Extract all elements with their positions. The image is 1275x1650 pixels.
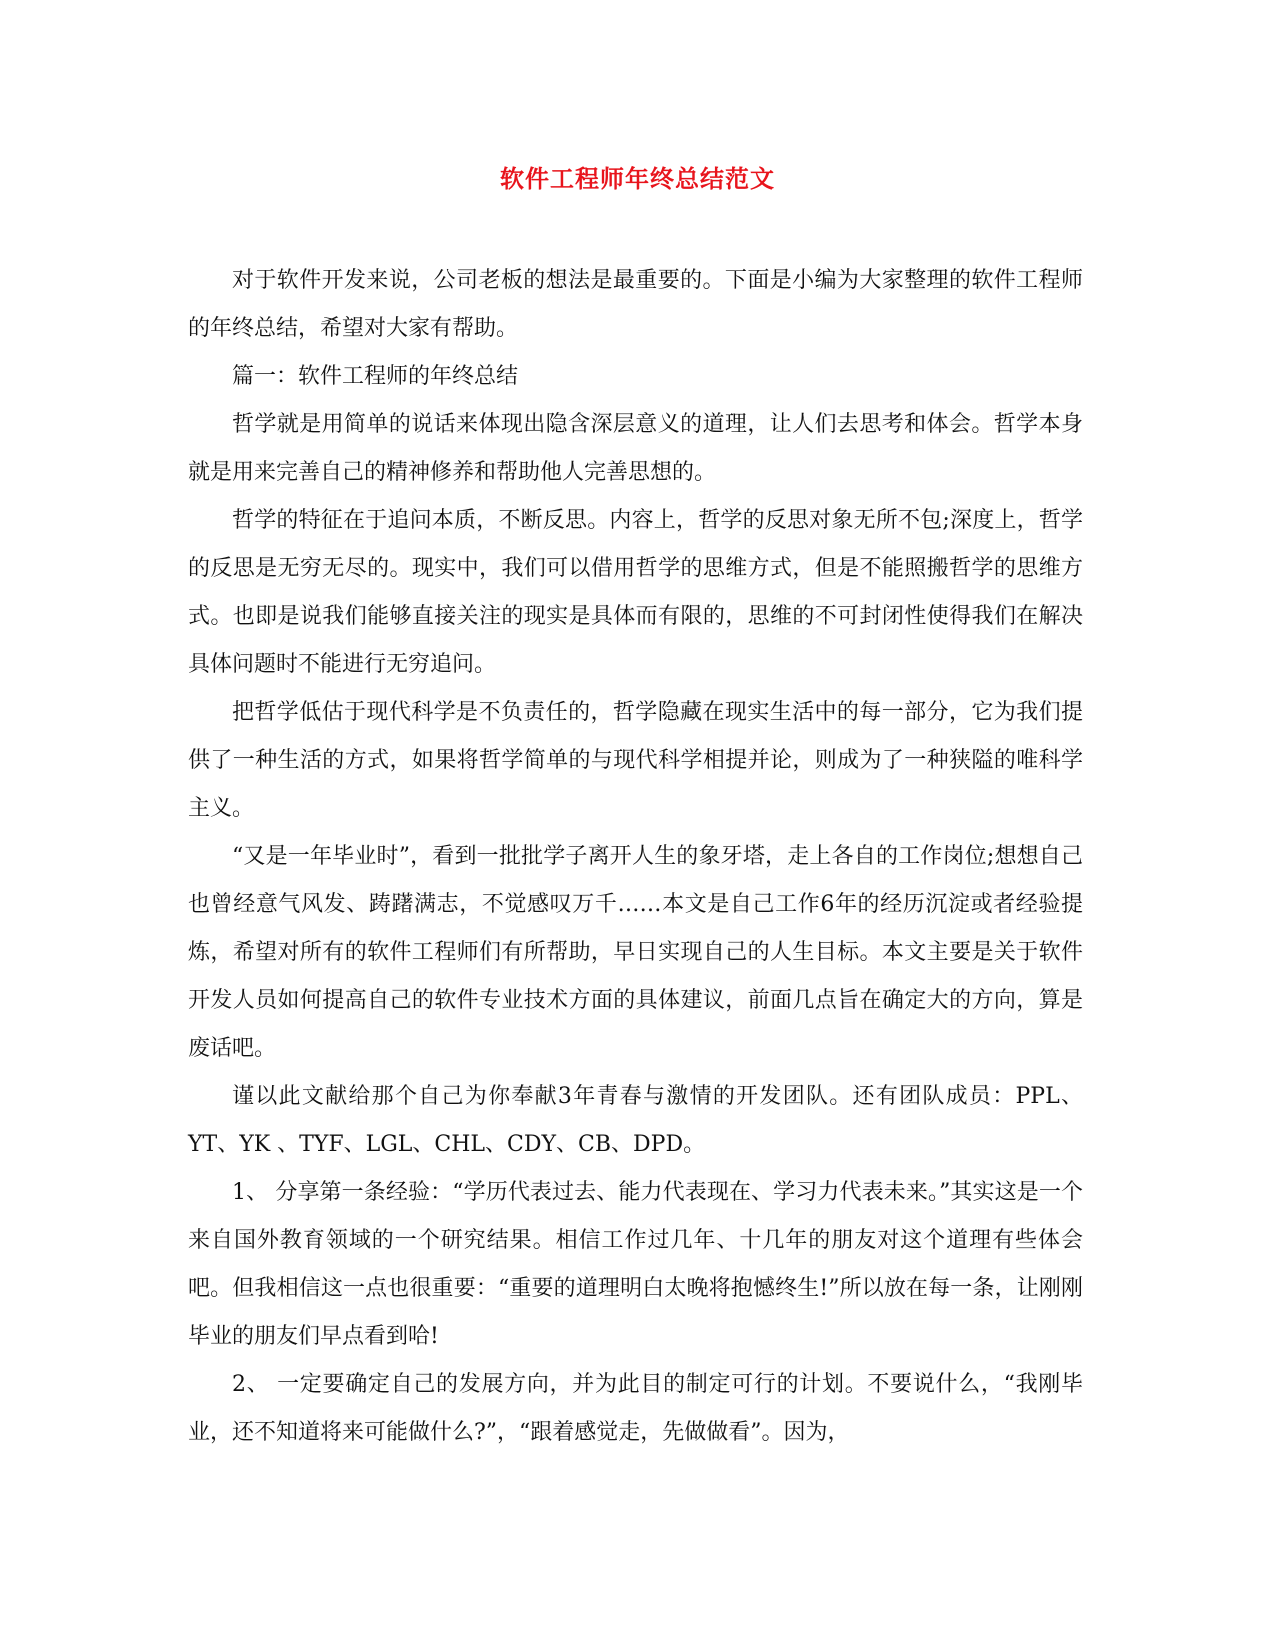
list-item-2: 2、 一定要确定自己的发展方向，并为此目的制定可行的计划。不要说什么，“我刚毕业，还不知道将来可能做什么?”，“跟着感觉走，先做做看”。因为， (188, 1372, 1083, 1445)
document-title: 软件工程师年终总结范文 (500, 164, 775, 193)
list-item-1: 1、 分享第一条经验：“学历代表过去、能力代表现在、学习力代表未来。”其实这是一个来自国外教育领域的一个研究结果。相信工作过几年、十几年的朋友对这个道理有些体会吧。但我相信这一点也很重要：“重要的道理明白太晚将抱憾终生!”所以放在每一条，让刚刚毕业的朋友们早点看到哈! (188, 1180, 1083, 1349)
paragraph-intro: 对于软件开发来说，公司老板的想法是最重要的。下面是小编为大家整理的软件工程师的年终总结，希望对大家有帮助。 (188, 268, 1083, 341)
document-body (188, 257, 1083, 1457)
paragraph: 哲学的特征在于追问本质，不断反思。内容上，哲学的反思对象无所不包;深度上，哲学的反思是无穷无尽的。现实中，我们可以借用哲学的思维方式，但是不能照搬哲学的思维方式。也即是说我们能够直接关注的现实是具体而有限的，思维的不可封闭性使得我们在解决具体问题时不能进行无穷追问。 (188, 508, 1083, 677)
paragraph: “又是一年毕业时”，看到一批批学子离开人生的象牙塔，走上各自的工作岗位;想想自己也曾经意气风发、踌躇满志，不觉感叹万千……本文是自己工作6年的经历沉淀或者经验提炼，希望对所有的软件工程师们有所帮助，早日实现自己的人生目标。本文主要是关于软件开发人员如何提高自己的软件专业技术方面的具体建议，前面几点旨在确定大的方向，算是废话吧。 (188, 844, 1083, 1061)
paragraph: 哲学就是用简单的说话来体现出隐含深层意义的道理，让人们去思考和体会。哲学本身就是用来完善自己的精神修养和帮助他人完善思想的。 (188, 412, 1083, 485)
section-heading: 篇一：软件工程师的年终总结 (232, 364, 519, 389)
paragraph: 把哲学低估于现代科学是不负责任的，哲学隐藏在现实生活中的每一部分，它为我们提供了一种生活的方式，如果将哲学简单的与现代科学相提并论，则成为了一种狭隘的唯科学主义。 (188, 700, 1083, 821)
paragraph: 谨以此文献给那个自己为你奉献3年青春与激情的开发团队。还有团队成员：PPL、YT、YK 、TYF、LGL、CHL、CDY、CB、DPD。 (188, 1084, 1083, 1157)
